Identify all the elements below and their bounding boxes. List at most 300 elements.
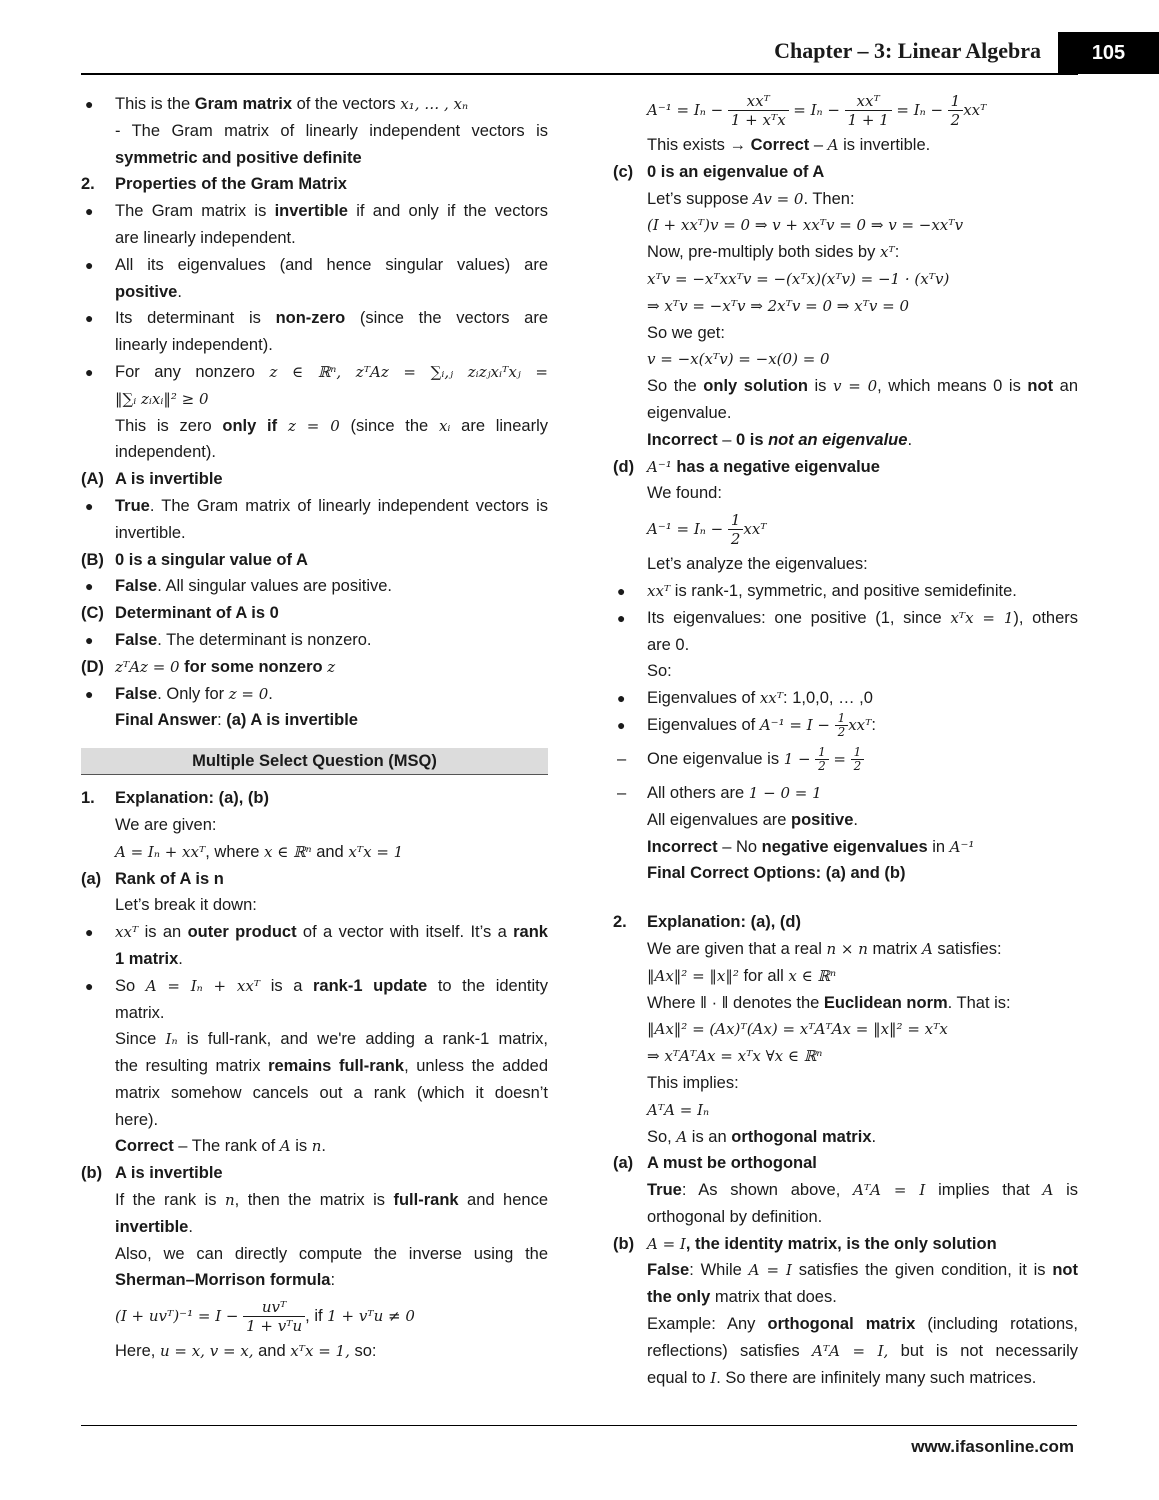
text: orthogonal matrix — [731, 1127, 872, 1146]
text: is invertible. — [838, 136, 931, 154]
list-item — [81, 681, 548, 708]
text: This exists → — [647, 136, 751, 154]
text: are linearly independent. — [115, 228, 296, 247]
text: : — [217, 711, 227, 730]
text: invertible — [274, 202, 348, 221]
formula — [613, 266, 1078, 293]
bullet-icon: ● — [617, 716, 626, 733]
text: : — [871, 715, 877, 734]
text: False — [115, 684, 158, 703]
text: outer product — [187, 923, 297, 942]
text: Its eigenvalues: one positive (1, since — [647, 608, 951, 627]
math: = — [833, 749, 846, 768]
text-line — [613, 239, 1078, 266]
bullet-icon: ● — [85, 256, 94, 273]
text: of a vector with itself. It’s a — [296, 923, 514, 942]
text: not — [1027, 377, 1054, 396]
text: 0 is a singular value of A — [115, 550, 308, 569]
fraction — [728, 92, 789, 129]
text: A is invertible — [115, 470, 223, 489]
text: True — [115, 496, 150, 515]
math: z ∈ ℝⁿ, zᵀAz = ∑ᵢ,ⱼ zᵢzⱼxᵢᵀxⱼ = — [269, 362, 548, 381]
text-line — [613, 834, 1078, 861]
math: AᵀA = I — [853, 1181, 926, 1200]
text: remains full-rank — [268, 1057, 405, 1076]
text: False — [115, 577, 158, 596]
text: False — [115, 630, 158, 649]
numerator: 1 — [851, 746, 865, 760]
text: invertible — [115, 1217, 189, 1236]
footer-website[interactable]: www.ifasonline.com — [911, 1437, 1074, 1456]
bullet-icon: ● — [617, 582, 626, 599]
page-number: 105 — [1058, 32, 1159, 74]
text-line — [81, 1214, 548, 1241]
text-line — [613, 807, 1078, 834]
math: zᵀAz = 0 — [115, 657, 180, 676]
text: . The determinant is nonzero. — [157, 630, 372, 649]
text: All eigenvalues are — [647, 810, 792, 829]
text: – The rank of — [173, 1137, 280, 1156]
text: is — [807, 377, 834, 396]
text: All its eigenvalues (and hence singular values) are — [115, 255, 548, 274]
question-heading — [81, 785, 548, 812]
chapter-title: Chapter – 3: Linear Algebra — [774, 38, 1041, 63]
numerator: 1 — [835, 712, 849, 726]
numerator: 1 — [728, 511, 744, 530]
text-line — [613, 1124, 1078, 1151]
text: is an — [138, 923, 188, 942]
numerator: xxᵀ — [728, 92, 789, 111]
text: Eigenvalues of — [647, 715, 760, 734]
text: The Gram matrix is — [115, 202, 275, 221]
math: u = x, v = x, — [159, 1342, 254, 1361]
math: xᵀv = −xᵀxxᵀv = −(xᵀx)(xᵀv) = −1 · (xᵀv) — [647, 269, 950, 288]
math: Iₙ — [165, 1030, 178, 1049]
text: . — [178, 949, 183, 968]
text-line — [613, 632, 1078, 659]
text: A must be orthogonal — [647, 1154, 817, 1173]
text: If the rank is — [115, 1191, 225, 1210]
text: So the — [647, 377, 704, 396]
math: (I + xxᵀ)v = 0 ⇒ v + xxᵀv = 0 ⇒ v = −xxᵀv — [647, 216, 964, 235]
text: . That is: — [947, 993, 1011, 1012]
math: AᵀA = Iₙ — [647, 1100, 710, 1119]
list-item — [81, 493, 548, 520]
math: I — [710, 1368, 717, 1387]
text: an — [1053, 377, 1078, 396]
list-item — [613, 605, 1078, 632]
text: is a — [260, 976, 313, 995]
right-column — [613, 88, 1078, 1391]
text: if and only if the vectors — [347, 202, 548, 221]
bullet-icon: ● — [617, 609, 626, 626]
math: xxᵀ — [115, 923, 139, 942]
text: We found: — [647, 484, 722, 503]
text: has a negative eigenvalue — [671, 457, 880, 476]
math: A = I — [647, 1234, 686, 1253]
text: but is not necessarily — [888, 1341, 1079, 1360]
question-heading — [613, 909, 1078, 936]
text: Rank of A is n — [115, 869, 224, 888]
text: Sherman–Morrison formula — [115, 1271, 331, 1290]
bullet-icon: ● — [85, 578, 94, 595]
option-heading — [81, 866, 548, 893]
denominator: 2 — [853, 759, 862, 774]
list-item — [613, 685, 1078, 712]
text: , where — [205, 842, 264, 861]
text: . — [177, 282, 182, 301]
text: (a) A is invertible — [226, 711, 358, 730]
text: . So there are infinitely many such matrices. — [716, 1368, 1037, 1387]
denominator: 2 — [818, 759, 826, 774]
text: False — [647, 1261, 690, 1280]
text: Determinant of A is 0 — [115, 604, 279, 623]
text: So: — [647, 662, 672, 681]
text: , then the matrix is — [234, 1191, 394, 1210]
spacer — [613, 887, 1078, 909]
bullet-icon: ● — [85, 363, 94, 380]
math: z = 0 — [228, 684, 269, 703]
math: = Iₙ − — [896, 101, 944, 119]
list-item — [81, 973, 548, 1000]
left-column — [81, 91, 548, 1365]
final-answer — [613, 860, 1078, 887]
text: . — [321, 1137, 326, 1156]
text: Let’s analyze the eigenvalues: — [647, 555, 868, 574]
text: - The Gram matrix of linearly independent vectors is — [115, 121, 548, 140]
math: A⁻¹ = Iₙ − — [647, 101, 724, 119]
dash-icon: – — [617, 783, 627, 802]
bullet-icon: ● — [85, 310, 94, 327]
text: satisfies the given condition, it is — [791, 1261, 1053, 1280]
text: matrix somehow cancels out a rank (which it doesn’t — [115, 1083, 548, 1102]
text: are 0. — [647, 635, 690, 654]
math: AᵀA = I, — [812, 1341, 889, 1360]
text-line — [81, 118, 548, 145]
text: , which means 0 is — [877, 377, 1028, 396]
text: . The Gram matrix of linearly independent vectors is — [149, 496, 548, 515]
text: are linearly — [450, 416, 548, 435]
text-line — [613, 427, 1078, 454]
text: : — [330, 1271, 336, 1290]
text: Incorrect — [647, 837, 718, 856]
list-item — [81, 627, 548, 654]
option-label: (b) — [81, 1164, 103, 1183]
text: This is zero — [115, 416, 223, 435]
text: and — [253, 1342, 291, 1361]
math: ‖Ax‖² = ‖x‖² — [647, 966, 739, 985]
list-item — [81, 305, 548, 332]
text-line — [81, 279, 548, 306]
text-line — [81, 812, 548, 839]
text: not an eigenvalue — [768, 430, 908, 449]
item-number: 2. — [613, 913, 627, 932]
text-line — [81, 1267, 548, 1294]
math: A = Iₙ + xxᵀ — [115, 842, 206, 861]
text-line — [81, 839, 548, 866]
text: Explanation: (a), (d) — [647, 913, 801, 932]
option-label: (D) — [81, 657, 104, 676]
text: , unless the added — [404, 1057, 548, 1076]
formula — [613, 1016, 1078, 1043]
denominator: 2 — [730, 530, 741, 549]
formula — [613, 507, 1078, 551]
math: A⁻¹ — [949, 837, 975, 856]
text: A is invertible — [115, 1164, 223, 1183]
text: – — [717, 430, 736, 449]
text: orthogonal matrix — [767, 1315, 916, 1334]
text-line — [613, 963, 1078, 990]
math: A — [676, 1127, 688, 1146]
text-line — [613, 1177, 1078, 1204]
option-heading — [613, 1150, 1078, 1177]
option-heading — [81, 654, 548, 681]
math: xᵀx = 1, — [290, 1342, 350, 1361]
bullet-icon: ● — [85, 977, 94, 994]
text: matrix — [867, 939, 922, 958]
text-line — [613, 990, 1078, 1017]
text-line — [613, 658, 1078, 685]
text: positive — [115, 282, 178, 301]
text: , the identity matrix, is the only solution — [685, 1234, 997, 1253]
text: Example: Any — [647, 1315, 768, 1334]
text: orthogonal by definition. — [647, 1207, 823, 1226]
text: here). — [115, 1110, 159, 1129]
math: ⇒ xᵀv = −xᵀv ⇒ 2xᵀv = 0 ⇒ xᵀv = 0 — [647, 296, 909, 315]
math: (I + uvᵀ)⁻¹ = I − — [115, 1307, 239, 1326]
formula — [613, 346, 1078, 373]
numerator: 1 — [948, 92, 964, 111]
formula — [613, 293, 1078, 320]
math: A — [827, 136, 839, 154]
text: Explanation: (a), (b) — [115, 789, 269, 808]
dash-icon: – — [617, 749, 627, 768]
text: matrix that does. — [710, 1288, 837, 1307]
text: Properties of the Gram Matrix — [115, 175, 347, 194]
text: . — [188, 1217, 193, 1236]
text: is an — [687, 1127, 732, 1146]
text-line — [613, 1257, 1078, 1284]
option-label: (d) — [613, 457, 635, 476]
section-banner: Multiple Select Question (MSQ) — [81, 748, 548, 775]
text-line — [81, 386, 548, 413]
text: . — [268, 684, 273, 703]
text-line — [613, 1311, 1078, 1338]
text: . — [907, 430, 913, 449]
text: ), others — [1013, 608, 1078, 627]
text: so: — [349, 1342, 377, 1361]
fraction — [851, 746, 865, 773]
option-heading — [613, 159, 1078, 186]
text-line — [81, 1080, 548, 1107]
math: A — [279, 1137, 291, 1156]
text-line — [81, 892, 548, 919]
math: v = 0 — [833, 377, 878, 396]
text: eigenvalue. — [647, 403, 732, 422]
option-heading — [613, 1231, 1078, 1258]
text: Final Answer — [115, 711, 218, 730]
math: A — [1042, 1181, 1054, 1200]
option-heading — [81, 1160, 548, 1187]
math: z — [327, 657, 336, 676]
option-label: (b) — [613, 1234, 635, 1253]
text: Also, we can directly compute the inverse using the — [115, 1244, 548, 1263]
math: ‖∑ᵢ zᵢxᵢ‖² ≥ 0 — [115, 389, 209, 408]
math: x₁, … , xₙ — [400, 95, 469, 113]
text: (since the — [339, 416, 439, 435]
formula — [613, 1097, 1078, 1124]
text: only if — [222, 416, 278, 435]
bullet-icon: ● — [85, 497, 94, 514]
text-line — [81, 1133, 548, 1160]
option-heading — [81, 547, 548, 574]
text: Euclidean norm — [823, 993, 948, 1012]
text: satisfies: — [932, 939, 1002, 958]
text: equal to — [647, 1368, 711, 1387]
text-line — [81, 1000, 548, 1027]
text: invertible. — [115, 523, 186, 542]
text: Correct — [750, 136, 810, 154]
text: – No — [717, 837, 762, 856]
math: A⁻¹ = Iₙ − — [647, 520, 724, 539]
math: 1 + vᵀu ≠ 0 — [327, 1307, 415, 1326]
option-heading — [81, 600, 548, 627]
text: the only — [647, 1288, 711, 1307]
text-line — [613, 1070, 1078, 1097]
text: . — [853, 810, 858, 829]
option-label: (A) — [81, 470, 104, 489]
text-line — [613, 551, 1078, 578]
text: This is the — [115, 95, 195, 113]
text: . — [871, 1127, 877, 1146]
text-line — [81, 1338, 548, 1365]
text: only solution — [703, 377, 808, 396]
text-line — [613, 373, 1078, 400]
denominator: 1 + xᵀx — [730, 111, 786, 130]
text-line — [613, 1204, 1078, 1231]
fraction — [948, 92, 964, 129]
bullet-icon: ● — [617, 690, 626, 707]
text: is — [1053, 1181, 1078, 1200]
math: xᵀ — [879, 243, 895, 262]
bullet-icon: ● — [85, 924, 94, 941]
fraction — [728, 511, 744, 548]
math: xxᵀ — [963, 101, 987, 119]
math: A⁻¹ = I − — [759, 715, 830, 734]
text: We are given that a real — [647, 939, 827, 958]
text: 0 is — [735, 430, 769, 449]
text-line — [81, 1107, 548, 1134]
text: (including rotations, — [915, 1315, 1078, 1334]
bullet-icon: ● — [85, 203, 94, 220]
list-item — [81, 198, 548, 225]
text: symmetric and positive definite — [115, 148, 362, 167]
text: is full-rank, and we're adding a rank-1 matrix, — [177, 1030, 549, 1049]
math: xᵀx = 1 — [348, 842, 404, 861]
formula — [613, 1043, 1078, 1070]
text-line — [81, 520, 548, 547]
text: is rank-1, symmetric, and positive semidefinite. — [670, 581, 1017, 600]
text: matrix. — [115, 1003, 165, 1022]
list-item — [81, 573, 548, 600]
text: not — [1052, 1261, 1078, 1280]
numerator: uvᵀ — [243, 1298, 305, 1317]
text: . Only for — [157, 684, 229, 703]
math: n — [225, 1191, 235, 1210]
option-label: (a) — [613, 1154, 634, 1173]
text: All others are — [647, 783, 749, 802]
formula — [613, 212, 1078, 239]
text: negative eigenvalues — [761, 837, 928, 856]
math: xxᵀ — [743, 520, 767, 539]
text: So we get: — [647, 323, 725, 342]
text-line — [81, 225, 548, 252]
text: : 1,0,0, … ,0 — [783, 689, 873, 708]
text: : As shown above, — [681, 1181, 854, 1200]
text: non-zero — [275, 309, 346, 328]
text: 0 is an eigenvalue of A — [647, 162, 825, 181]
denominator: 2 — [950, 111, 961, 130]
math: x ∈ ℝⁿ — [788, 966, 837, 985]
math: xxᵀ — [759, 689, 784, 708]
text: True — [647, 1181, 682, 1200]
math: Av = 0 — [753, 189, 804, 208]
text: , if — [305, 1307, 328, 1326]
denominator: 2 — [837, 725, 846, 740]
math: x ∈ ℝⁿ — [263, 842, 312, 861]
math: A⁻¹ — [647, 457, 672, 476]
text-line — [81, 1187, 548, 1214]
text: implies that — [925, 1181, 1043, 1200]
footer-rule — [81, 1425, 1077, 1426]
text: This implies: — [647, 1073, 739, 1092]
numerator: xxᵀ — [845, 92, 892, 111]
text-line — [613, 480, 1078, 507]
text: Final Correct Options: (a) and (b) — [647, 864, 906, 883]
text-line — [613, 936, 1078, 963]
text-line — [81, 413, 548, 440]
math: 1 − — [783, 749, 811, 768]
option-heading — [613, 454, 1078, 481]
list-item — [81, 919, 548, 946]
numerator: 1 — [815, 746, 829, 760]
option-label: (B) — [81, 550, 104, 569]
final-answer — [81, 707, 548, 734]
denominator: 1 + vᵀu — [246, 1317, 303, 1336]
text: in — [927, 837, 950, 856]
denominator: 1 + 1 — [847, 111, 889, 130]
text: for all — [738, 966, 789, 985]
text: for some nonzero — [179, 657, 328, 676]
text: is — [290, 1137, 312, 1156]
text: One eigenvalue is — [647, 749, 784, 768]
list-item — [81, 359, 548, 386]
math: xᵀx = 1 — [950, 608, 1014, 627]
math: z = 0 — [277, 416, 340, 435]
text: : — [894, 243, 900, 262]
text-line — [81, 1026, 548, 1053]
text: Gram matrix — [194, 95, 292, 113]
text: 1 matrix — [115, 949, 179, 968]
text: Here, — [115, 1342, 160, 1361]
text: . Then: — [803, 189, 855, 208]
text: So — [115, 976, 146, 995]
text-line — [613, 400, 1078, 427]
text: . All singular values are positive. — [157, 577, 392, 596]
text: rank-1 update — [313, 976, 428, 995]
list-item — [81, 252, 548, 279]
math: ⇒ xᵀAᵀAx = xᵀx ∀x ∈ ℝⁿ — [647, 1047, 823, 1066]
